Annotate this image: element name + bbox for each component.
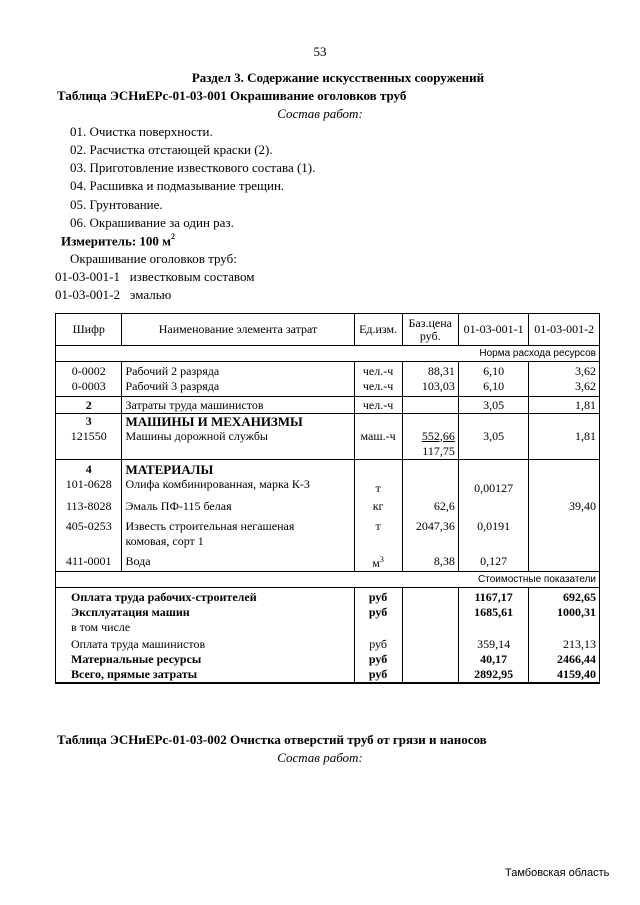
page-number: 53 (313, 44, 327, 59)
row-unit-sup: 3 (379, 554, 384, 564)
total-v1: 2892,95 (458, 667, 529, 683)
section-title: Раздел 3. Содержание искусственных сооружений (191, 70, 485, 85)
row-v2 (529, 549, 600, 572)
total-unit: руб (354, 667, 402, 683)
row-v1: 3,05 (458, 429, 529, 460)
price-operator: 117,75 (422, 443, 455, 458)
row-price (402, 477, 458, 496)
header-price (402, 314, 458, 346)
total-v1: 40,17 (458, 652, 529, 667)
total-name: Оплата труда рабочих-строителей (56, 587, 355, 605)
row-v2: 1,81 (529, 396, 600, 413)
table-row (56, 362, 600, 380)
row-v2: 1,81 (529, 429, 600, 460)
work-item: 05. Грунтование. (70, 197, 163, 212)
total-name: Оплата труда машинистов (56, 635, 355, 652)
row-code: 0-0003 (56, 379, 122, 396)
row-name: Олифа комбинированная, марка К-3 (122, 477, 354, 496)
table-header-row (56, 314, 600, 346)
group-row (56, 413, 600, 429)
row-price: 62,6 (402, 496, 458, 515)
header-v2: 01-03-001-2 (529, 314, 600, 346)
subject-line: Окрашивание оголовков труб: (70, 251, 237, 266)
measurer (61, 233, 175, 249)
norm-caption-row (56, 346, 600, 362)
total-unit: руб (354, 605, 402, 620)
row-code: 2 (56, 396, 122, 413)
work-item: 01. Очистка поверхности. (70, 124, 213, 139)
work-item: 06. Окрашивание за один раз. (70, 215, 234, 230)
row-unit: кг (354, 496, 402, 515)
row-code: 0-0002 (56, 362, 122, 380)
group-row (56, 459, 600, 477)
price-base: 552,66 (421, 428, 455, 443)
row-v2: 3,62 (529, 379, 600, 396)
total-v2: 2466,44 (529, 652, 600, 667)
group-code: 3 (56, 413, 122, 429)
resource-table (55, 313, 600, 684)
row-code: 405-0253 (56, 515, 122, 549)
row-name: Эмаль ПФ-115 белая (122, 496, 354, 515)
header-price-l2: руб. (419, 328, 441, 343)
norm-caption: Норма расхода ресурсов (56, 346, 600, 362)
variant-line (55, 269, 254, 285)
total-v1: 1167,17 (458, 587, 529, 605)
row-unit-base: м (372, 555, 380, 570)
header-code: Шифр (56, 314, 122, 346)
row-v2 (529, 515, 600, 549)
total-name: Всего, прямые затраты (56, 667, 355, 683)
row-v1: 6,10 (458, 379, 529, 396)
row-v1: 0,00127 (458, 477, 529, 496)
table-row (56, 477, 600, 496)
total-name: в том числе (56, 620, 355, 635)
row-price (402, 429, 458, 460)
row-name: Рабочий 2 разряда (122, 362, 354, 380)
header-name: Наименование элемента затрат (122, 314, 354, 346)
group-name: МАШИНЫ И МЕХАНИЗМЫ (122, 413, 354, 429)
table-row (56, 396, 600, 413)
total-row (56, 652, 600, 667)
row-v2: 3,62 (529, 362, 600, 380)
measurer-sup: 2 (171, 232, 176, 241)
total-row (56, 635, 600, 652)
total-unit: руб (354, 587, 402, 605)
table-row (56, 496, 600, 515)
total-v2: 1000,31 (529, 605, 600, 620)
row-unit: чел.-ч (354, 362, 402, 380)
variant-line (55, 287, 171, 303)
table-row (56, 429, 600, 460)
cost-caption-row (56, 571, 600, 587)
row-code: 121550 (56, 429, 122, 460)
total-v2: 692,65 (529, 587, 600, 605)
row-unit (354, 549, 402, 572)
row-code: 411-0001 (56, 549, 122, 572)
row-price: 103,03 (402, 379, 458, 396)
total-v1: 359,14 (458, 635, 529, 652)
row-unit: т (354, 515, 402, 549)
row-unit: чел.-ч (354, 396, 402, 413)
header-price-l1: Баз.цена (408, 315, 452, 330)
group-code: 4 (56, 459, 122, 477)
row-v1: 6,10 (458, 362, 529, 380)
row-name (122, 515, 354, 549)
row-v1: 0,0191 (458, 515, 529, 549)
row-unit: т (354, 477, 402, 496)
total-row (56, 587, 600, 605)
total-name: Эксплуатация машин (56, 605, 355, 620)
table-row (56, 515, 600, 549)
header-unit: Ед.изм. (354, 314, 402, 346)
total-unit: руб (354, 635, 402, 652)
row-name-l1: Известь строительная негашеная (125, 518, 295, 533)
header-v1: 01-03-001-1 (458, 314, 529, 346)
work-item: 04. Расшивка и подмазывание трещин. (70, 178, 285, 193)
total-row (56, 620, 600, 635)
table-row (56, 549, 600, 572)
variant-code: 01-03-001-1 (55, 269, 120, 284)
row-name-l2: комовая, сорт 1 (125, 533, 204, 548)
measurer-label: Измеритель: 100 м (61, 233, 172, 249)
row-unit: маш.-ч (354, 429, 402, 460)
table2-title: Таблица ЭСНиЕРс-01-03-002 Очистка отверстий труб от грязи и наносов (57, 732, 487, 747)
table1-sostav: Состав работ: (277, 106, 363, 121)
total-row (56, 605, 600, 620)
row-v1: 3,05 (458, 396, 529, 413)
row-price (402, 396, 458, 413)
row-code: 101-0628 (56, 477, 122, 496)
total-v2: 4159,40 (529, 667, 600, 683)
total-name: Материальные ресурсы (56, 652, 355, 667)
cost-caption: Стоимостные показатели (56, 571, 600, 587)
table1-title: Таблица ЭСНиЕРс-01-03-001 Окрашивание оголовков труб (57, 88, 407, 103)
table-row (56, 379, 600, 396)
row-v2 (529, 477, 600, 496)
row-name: Рабочий 3 разряда (122, 379, 354, 396)
row-price: 8,38 (402, 549, 458, 572)
row-name: Машины дорожной службы (122, 429, 354, 460)
row-price: 2047,36 (402, 515, 458, 549)
group-name: МАТЕРИАЛЫ (122, 459, 354, 477)
total-unit: руб (354, 652, 402, 667)
work-item: 02. Расчистка отстающей краски (2). (70, 142, 273, 157)
work-item: 03. Приготовление известкового состава (1). (70, 160, 316, 175)
variant-code: 01-03-001-2 (55, 287, 120, 302)
row-name: Вода (122, 549, 354, 572)
table2-sostav: Состав работ: (277, 750, 363, 765)
total-v1: 1685,61 (458, 605, 529, 620)
row-name: Затраты труда машинистов (122, 396, 354, 413)
row-unit: чел.-ч (354, 379, 402, 396)
variant-name: известковым составом (129, 269, 255, 284)
row-v2: 39,40 (529, 496, 600, 515)
footer-region: Тамбовская область (505, 867, 610, 879)
row-v1: 0,127 (458, 549, 529, 572)
row-price: 88,31 (402, 362, 458, 380)
row-code: 113-8028 (56, 496, 122, 515)
row-v1 (458, 496, 529, 515)
variant-name: эмалью (129, 287, 172, 302)
total-v2: 213,13 (529, 635, 600, 652)
total-row (56, 667, 600, 683)
